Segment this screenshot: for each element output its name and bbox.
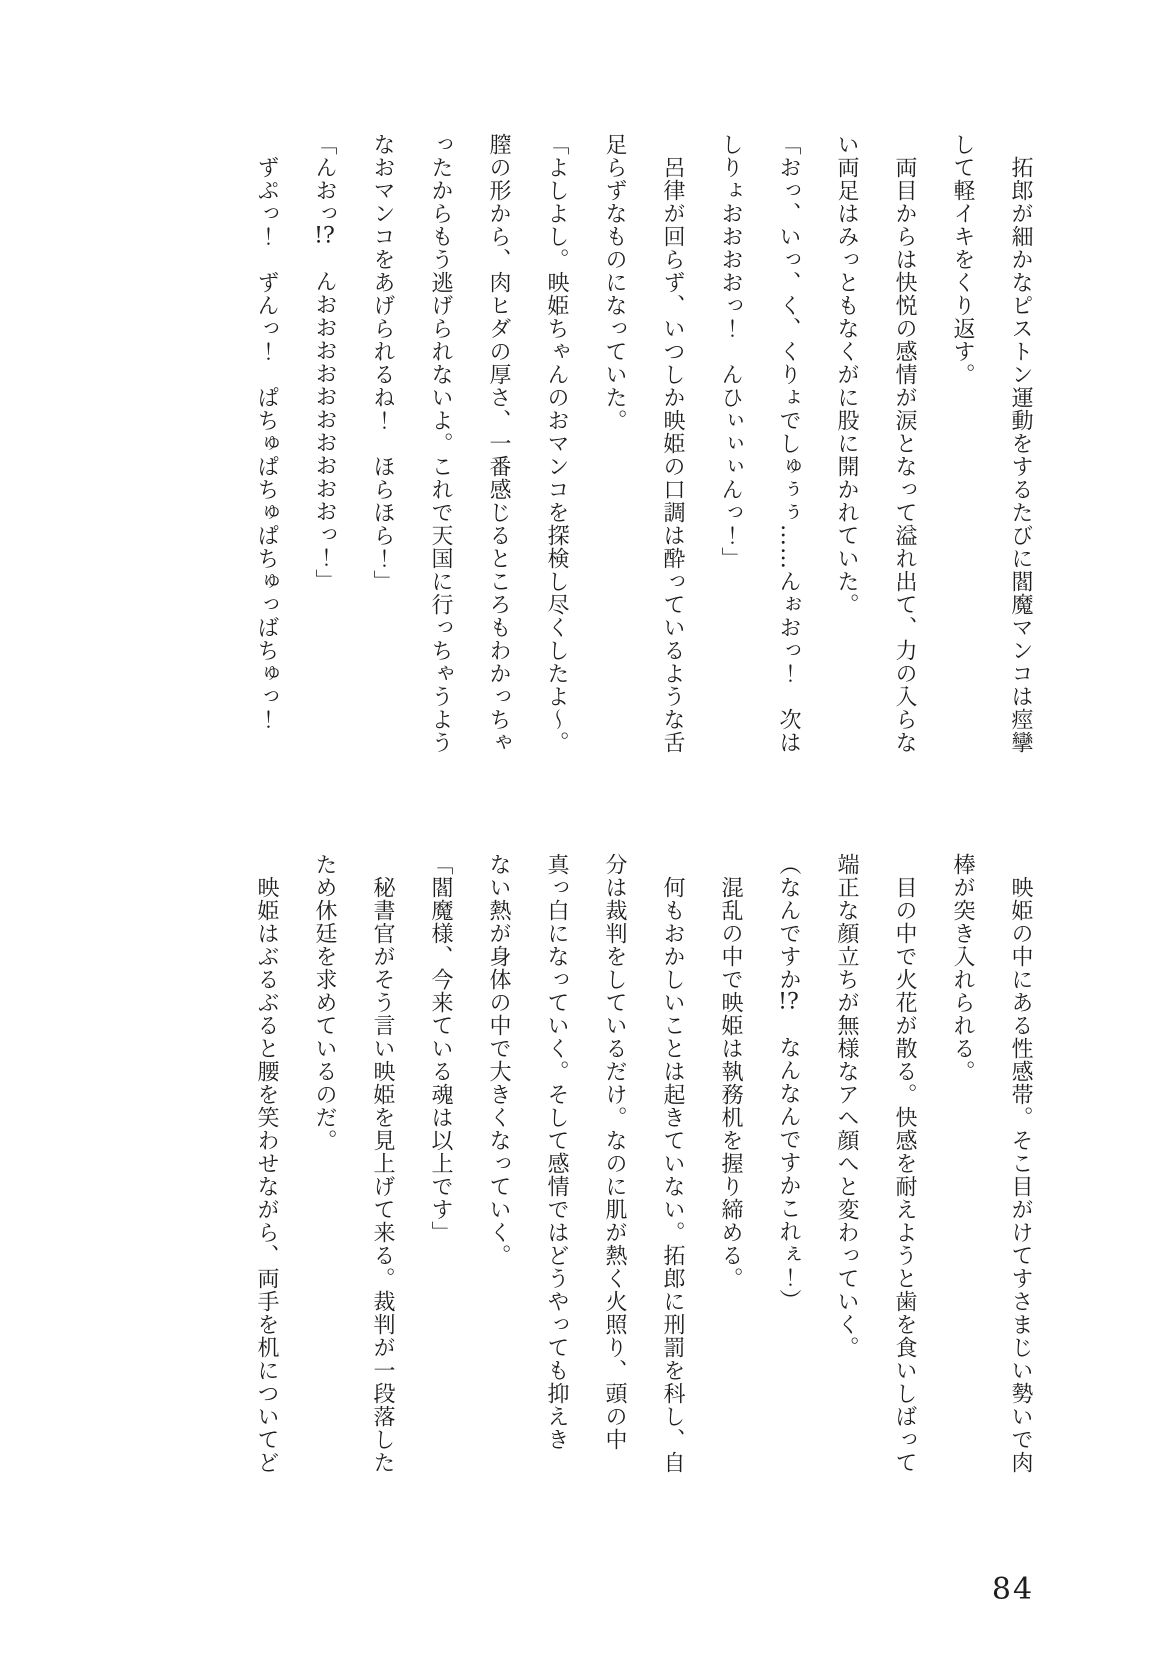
text-column: （なんですか!? なんなんですかこれぇ！） bbox=[776, 853, 801, 1312]
text-column: 両目からは快悦の感情が涙となって溢れ出て、力の入らな bbox=[892, 156, 917, 754]
text-column: 「んおっ!? んおおおおおおおおおおっ！」 bbox=[312, 133, 337, 592]
text-column: 棒が突き入れられる。 bbox=[950, 853, 975, 1083]
tate-chu-yoko-exclamation: !? bbox=[778, 991, 799, 1013]
text-column: 映姫の中にある性感帯。そこ目がけてすさまじい勢いで肉 bbox=[1008, 876, 1033, 1474]
text-column: 「おっ、いっ、く、くりょでしゅぅぅ……んぉおっ！ 次は bbox=[776, 133, 801, 754]
text-column: 「閻魔様、今来ている魂は以上です」 bbox=[428, 853, 453, 1244]
text-column: い両足はみっともなくがに股に開かれていた。 bbox=[834, 133, 859, 616]
text-column: なおマンコをあげられるね！ ほらほら！」 bbox=[370, 133, 395, 593]
text-column: ため休廷を求めているのだ。 bbox=[312, 853, 337, 1152]
text-column: 足らずなものになっていた。 bbox=[602, 133, 627, 432]
text-column: して軽イキをくり返す。 bbox=[950, 133, 975, 386]
text-column: 分は裁判をしているだけ。なのに肌が熱く火照り、頭の中 bbox=[602, 853, 627, 1451]
text-column: 秘書官がそう言い映姫を見上げて来る。裁判が一段落した bbox=[370, 876, 395, 1474]
text-column: 端正な顔立ちが無様なアヘ顔へと変わっていく。 bbox=[834, 853, 859, 1359]
text-column: しりょおおおおっ！ んひぃぃぃんっ！」 bbox=[718, 133, 743, 570]
text-column: 「よしよし。映姫ちゃんのおマンコを探検し尽くしたよ～。 bbox=[544, 133, 569, 754]
text-column: ずぷっ！ ずんっ！ ぱちゅぱちゅぱちゅっばちゅっ！ bbox=[254, 156, 279, 731]
text-column: 呂律が回らず、いつしか映姫の口調は酔っているような舌 bbox=[660, 156, 685, 754]
text-column: 混乱の中で映姫は執務机を握り締める。 bbox=[718, 876, 743, 1290]
text-column: 何もおかしいことは起きていない。拓郎に刑罰を科し、自 bbox=[660, 876, 685, 1474]
text-column: 膣の形から、肉ヒダの厚さ、一番感じるところもわかっちゃ bbox=[486, 133, 511, 754]
tate-chu-yoko-exclamation: !? bbox=[314, 225, 335, 247]
text-block-top bbox=[219, 133, 1031, 755]
text-column: 目の中で火花が散る。快感を耐えようと歯を食いしばって bbox=[892, 876, 917, 1474]
text-column: 映姫はぶるぶると腰を笑わせながら、両手を机についてど bbox=[254, 876, 279, 1474]
text-column: 拓郎が細かなピストン運動をするたびに閻魔マンコは痙攣 bbox=[1008, 156, 1033, 754]
text-column: 真っ白になっていく。そして感情ではどうやっても抑えき bbox=[544, 853, 569, 1451]
text-block-bottom bbox=[219, 853, 1031, 1475]
text-column: ったからもう逃げられないよ。これで天国に行っちゃうよう bbox=[428, 133, 453, 754]
text-column: ない熱が身体の中で大きくなっていく。 bbox=[486, 853, 511, 1267]
page-number: 84 bbox=[991, 1572, 1035, 1607]
